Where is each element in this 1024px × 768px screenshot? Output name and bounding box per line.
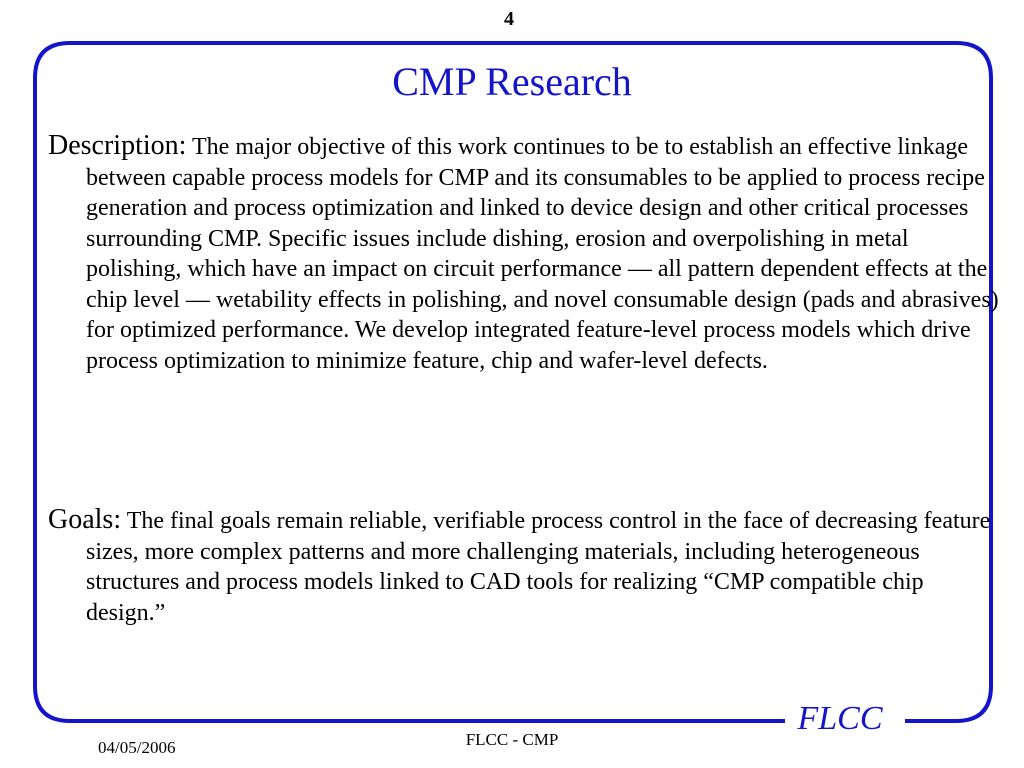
slide-number: 4 [504,8,514,30]
flcc-logo: FLCC [797,700,883,737]
description-text: The major objective of this work continues to be to establish an effective linkage between capable process models for CMP and its consumables to be applied to process recipe generation and process optimization and linked to device design and other critical processes surrounding CMP. Specific issues include dishing, erosion and overpolishing in metal polishing, which have an impact on circuit performance — all pattern dependent effects at the chip level — wetability effects in polishing, and novel consumable design (pads and abrasives) for optimized performance. We develop integrated feature-level process models which drive process optimization to minimize feature, chip and wafer-level defects. [86,134,999,374]
goals-label: Goals: [48,504,122,535]
goals-text: The final goals remain reliable, verifiable process control in the face of decreasing feature sizes, more complex patterns and more challenging materials, including heterogeneous structures and process models linked to CAD tools for realizing “CMP compatible chip design.” [86,508,991,626]
footer-date: 04/05/2006 [98,738,176,757]
description-paragraph [48,131,1006,376]
footer-center: FLCC - CMP [465,730,559,749]
goals-paragraph [48,505,1006,628]
description-label: Description: [48,130,187,161]
slide-title: CMP Research [392,59,632,104]
